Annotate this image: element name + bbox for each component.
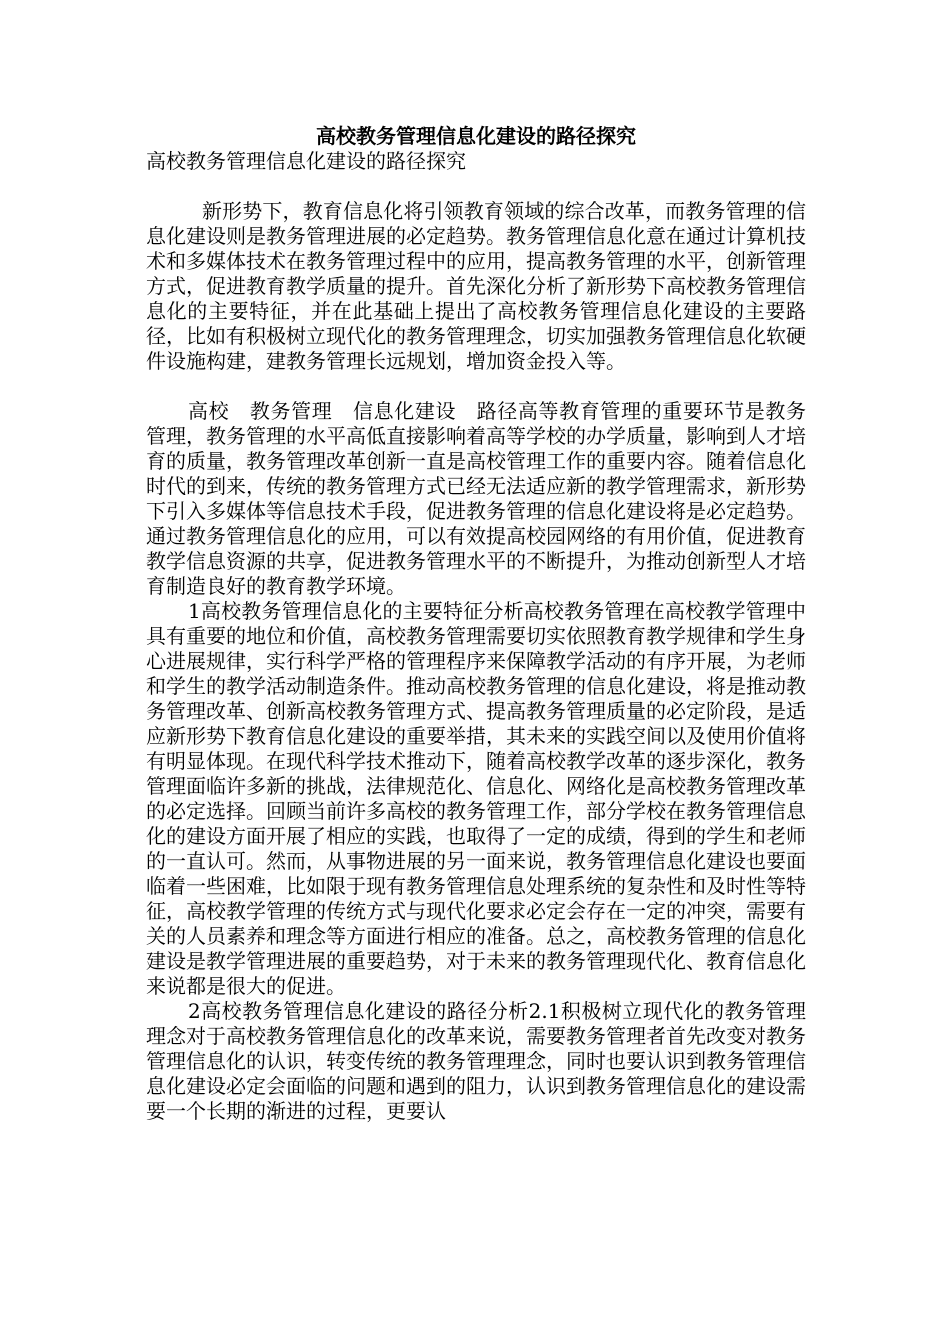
- abstract-paragraph: 新形势下，教育信息化将引领教育领域的综合改革，而教务管理的信息化建设则是教务管理进展的必定趋势。教务管理信息化意在通过计算机技术和多媒体技术在教务管理过程中的应用，提高教务管理的水平，创新管理方式，促进教育教学质量的提升。首先深化分析了新形势下高校教务管理信息化的主要特征，并在此基础上提出了高校教务管理信息化建设的主要路径，比如有积极树立现代化的教务管理理念，切实加强教务管理信息化软硬件设施构建，建教务管理长远规划，增加资金投入等。: [146, 199, 806, 373]
- document-content: [146, 124, 806, 1124]
- document-title: 高校教务管理信息化建设的路径探究: [316, 124, 636, 148]
- document-subtitle: 高校教务管理信息化建设的路径探究: [146, 149, 466, 173]
- body-paragraph-section-1: 1高校教务管理信息化的主要特征分析高校教务管理在高校教学管理中具有重要的地位和价值，高校教务管理需要切实依照教育教学规律和学生身心进展规律，实行科学严格的管理程序来保障教学活动的有序开展，为老师和学生的教学活动制造条件。推动高校教务管理的信息化建设，将是推动教务管理改革、创新高校教务管理方式、提高教务管理质量的必定阶段，是适应新形势下教育信息化建设的重要举措，其未来的实践空间以及使用价值将有明显体现。在现代科学技术推动下，随着高校教学改革的逐步深化，教务管理面临许多新的挑战，法律规范化、信息化、网络化是高校教务管理改革的必定选择。回顾当前许多高校的教务管理工作，部分学校在教务管理信息化的建设方面开展了相应的实践，也取得了一定的成绩，得到的学生和老师的一直认可。然而，从事物进展的另一面来说，教务管理信息化建设也要面临着一些困难，比如限于现有教务管理信息处理系统的复杂性和及时性等特征，高校教学管理的传统方式与现代化要求必定会存在一定的冲突，需要有关的人员素养和理念等方面进行相应的准备。总之，高校教务管理的信息化建设是教学管理进展的重要趋势，对于未来的教务管理现代化、教育信息化来说都是很大的促进。: [146, 599, 806, 998]
- spacer: [146, 374, 806, 399]
- body-paragraph-keywords-intro: 高校 教务管理 信息化建设 路径高等教育管理的重要环节是教务管理，教务管理的水平高低直接影响着高等学校的办学质量，影响到人才培育的质量，教务管理改革创新一直是高校管理工作的重要内容。随着信息化时代的到来，传统的教务管理方式已经无法适应新的教学管理需求，新形势下引入多媒体等信息技术手段，促进教务管理的信息化建设将是必定趋势。通过教务管理信息化的应用，可以有效提高校园网络的有用价值，促进教育教学信息资源的共享，促进教务管理水平的不断提升，为推动创新型人才培育制造良好的教育教学环境。: [146, 399, 806, 598]
- spacer: [146, 174, 806, 199]
- body-paragraph-section-2: 2高校教务管理信息化建设的路径分析2.1积极树立现代化的教务管理理念对于高校教务管理信息化的改革来说，需要教务管理者首先改变对教务管理信息化的认识，转变传统的教务管理理念，同时也要认识到教务管理信息化建设必定会面临的问题和遇到的阻力，认识到教务管理信息化的建设需要一个长期的渐进的过程，更要认: [146, 999, 806, 1123]
